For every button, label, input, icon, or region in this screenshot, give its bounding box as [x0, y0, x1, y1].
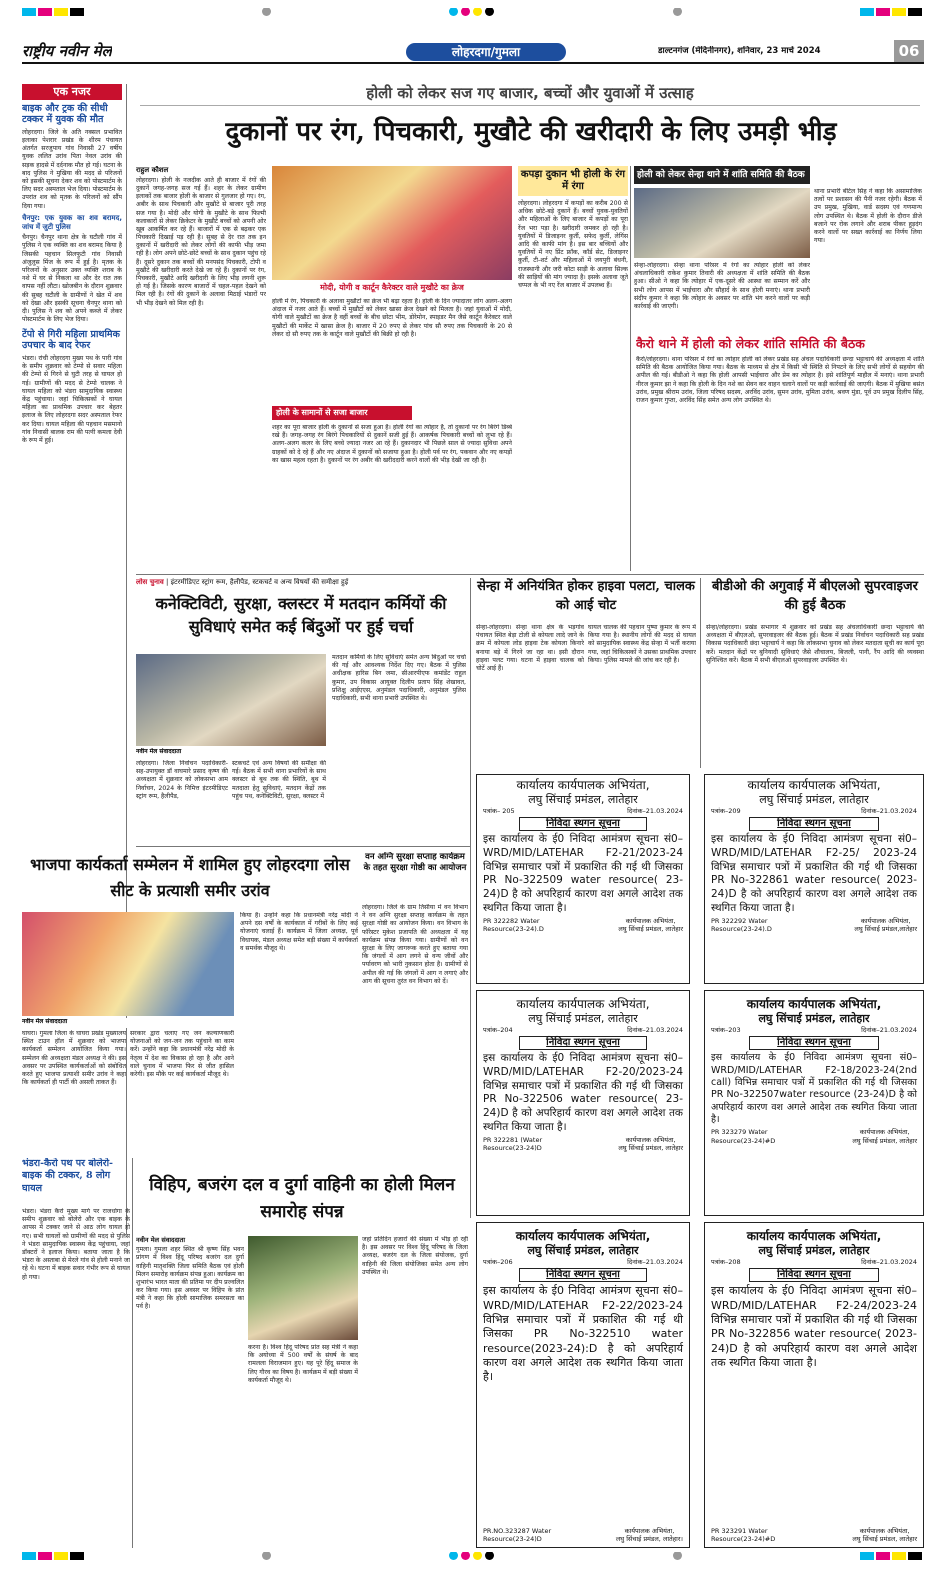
photo-senha-meeting	[634, 188, 810, 258]
tender-4-sign1: कार्यपालक अभियंता,	[859, 1128, 910, 1137]
vhp-body3: जहां प्रतिदिन हजारों की संख्या में भीड़ हो रही है। इस अवसर पर विश्व हिंदू परिषद के जिला अध्यक्ष, बजरंग दल के जिला संयोजक, दुर्गा वाहिनी की जिला संयोजिका समेत अन्य लोग उपस्थित थे।	[362, 1236, 468, 1276]
tender-2-sign1: कार्यपालक अभियंता,	[860, 917, 911, 926]
tender-notice-4	[704, 990, 924, 1216]
paper-name: राष्ट्रीय नवीन मेल	[22, 42, 112, 60]
tender-notice-1	[476, 774, 690, 984]
vhp-body2: करना है। विश्व हिंदू परिषद प्रांत सह मंत्री ने कहा कि अयोध्या में 500 वर्षों के संघर्ष के बाद रामलला विराजमान हुए। यह पूरे हिंदू समाज के लिए गौरव का विषय है। कार्यक्रम में बड़ी संख्या में कार्यकर्ता मौजूद थे।	[248, 1344, 358, 1384]
tender-6-body: इस कार्यालय के ई0 निविदा आमंत्रण सूचना सं0–WRD/MID/LATEHAR F2-24/2023-24 विभिन्न समाचार पत्रों में प्रकाशित की गई थी जिसका PR No-322856 water resource( 2023-24)D है को अपरिहार्य कारण वश अगले आदेश तक स्थगित किया जाता है।	[711, 1284, 917, 1369]
tender-3-sign2: लघु सिंचाई प्रमंडल, लातेहार	[618, 1144, 683, 1153]
tender-2-pr: PR 322292 Water Resource(23-24).D	[711, 917, 772, 934]
tender-2-division: लघु सिंचाई प्रमंडल, लातेहार	[759, 793, 869, 806]
tender-notice-3	[476, 990, 690, 1216]
tender-5-division: लघु सिंचाई प्रमंडल, लातेहार	[527, 1244, 639, 1257]
tender-4-patrank: पत्रांक–203	[711, 1025, 741, 1034]
ek-nazar-heading: एक नजर	[22, 84, 122, 100]
tender-1-body: इस कार्यालय के ई0 निविदा आमंत्रण सूचना सं0–WRD/MID/LATEHAR F2-21/2023-24 विभिन्न समाचार पत्रों में प्रकाशित की गई थी जिसका PR No-322509 water resource( 23-24)D है को अपरिहार्य कारण वश अगले आदेश तक स्थगित किया जाता है।	[483, 833, 683, 914]
top-story-col1	[136, 166, 266, 571]
tender-4-pr: PR 323279 Water Resource(23-24)#D	[711, 1128, 776, 1145]
tender-2-sign2: लघु सिंचाई प्रमंडल,लातेहार	[854, 925, 917, 934]
tender-5-sign1: कार्यपालक अभियंता,	[624, 1526, 675, 1535]
ek-nazar-item3-body: भंडरा। रांची लोहरदगा मुख्य पथ के पारी गांव के समीप शुक्रवार को टेम्पो से सवार महिला की टेम्पो से गिरने से घुटी तरह से घायल हो गई। ग्रामीणों की मदद से टेम्पो चालक ने घायल महिला को भंडरा सामुदायिक स्वास्थ्य केंद्र पहुंचाया। जहां चिकित्सकों ने घायल महिला का प्राथमिक उपचार कर बेहतर इलाज के लिए लोहरदगा सदर अस्पताल रेफर कर दिया। घायल महिला की पहचान मसमानो गांव निवासी बालक राम की पत्नी कमला देवी के रूप में हुई।	[22, 355, 122, 444]
print-registration-bar-bottom	[22, 1552, 924, 1562]
kapda-body: लोहरदगा। लोहरदगा में कपड़ों का करीब 200 से अधिक छोटे-बड़े दुकानें हैं। बच्चों युवक-युवतियों और महिलाओं के लिए बाजार में कपड़ों का पूरा रेंज भरा पड़ा है। खरीदारी जमकर हो रही है। युवतियों में डिजाइनर कुर्ती, सफेद कुर्ती, लेगिंस आदि की काफी मांग है। इस बार बच्चियों और युवतियों में नए प्रिंट फ्रॉक, कॉर्ड सेट, डिजाइनर कुर्ती, टी-शर्ट और महिलाओं में जयपुरी बंधनी, राजस्थानी और जरी कोटा साड़ी के अलावा सिल्क की साड़ियों की मांग ज्यादा है। इसके अलावा जूते चप्पल के भी नए रेंज बाजार में उपलब्ध हैं।	[518, 200, 628, 289]
photo-holi-shop	[272, 166, 512, 280]
tender-4-title: निविदा स्थगन सूचना	[749, 1036, 880, 1051]
tender-1-date: दिनांक–21.03.2024	[627, 806, 683, 815]
tender-2-title: निविदा स्थगन सूचना	[749, 817, 880, 832]
top-story-col3-text: शहर का पूरा बाजार होली के दुकानों से सजा हुआ है। होली रंगों का त्योहार है, तो दुकानों पर रंग बिरंगे डिब्बे रखे हैं। जगह-जगह रंग बिरंगे पिचकारियों से दुकानें सजी हुई हैं। आकर्षक पिचकारी बच्चों को लुभा रहे हैं। अलग-अलग कलर के लिए बच्चे ज्यादा नजर आ रहे हैं। दुकानदार भी पिछले साल से ज्यादा सुविधा अपने ग्राहकों को दे रहे हैं और नए अंदाज में दुकानों को सजाया हुआ है। होली पर्व पर रंग, पकवान और नए कपड़ों का खास महत्व रहता है। दुकानों पर रंग अबीर की खरीददारी करने वालों की भीड़ देखी जा रही है।	[272, 424, 512, 464]
tender-2-date: दिनांक–21.03.2024	[861, 806, 917, 815]
bhandra-headline: भंडरा-कैरो पथ पर बोलेरो-बाइक की टक्कर, 8 लोग घायल	[22, 1158, 113, 1194]
kairo-peace-headline: कैरो थाने में होली को लेकर शांति समिति की बैठक	[636, 336, 865, 351]
vhp-body1: गुमला। गुमला शहर स्थित श्री कृष्ण सिंह भवन प्रांगण में विश्व हिंदू परिषद बजरंग दल दुर्गा वाहिनी मातृशक्ति जिला समिति बैठक एवं होली मिलन समारोह कार्यक्रम संपन्न हुआ। कार्यक्रम का शुभारंभ भारत माता की प्रतिमा पर दीप प्रज्वलित कर किया गया। इस अवसर पर विहिप के प्रांत मंत्री ने कहा कि होली सामाजिक समरसता का पर्व है।	[136, 1246, 244, 1311]
tender-3-body: इस कार्यालय के ई0 निविदा आमंत्रण सूचना सं0–WRD/MID/LATEHAR F2-20/2023-24 विभिन्न समाचार पत्रों में प्रकाशित की गई थी जिसका PR No-322506 water resource( 23-24)D है को अपरिहार्य कारण वश अगले आदेश तक स्थगित किया जाता है।	[483, 1052, 683, 1133]
tender-4-sign2: लघु सिंचाई प्रमंडल, लातेहार	[852, 1136, 917, 1145]
tender-1-pr: PR 322282 Water Resource(23-24).D	[483, 917, 544, 934]
page-number: 06	[894, 40, 924, 62]
tender-5-pr: PR.NO.323287 Water Resource(23-24)D	[483, 1526, 552, 1543]
tender-3-pr: PR 322281 (Water Resource(23-24)D	[483, 1136, 543, 1153]
tender-3-date: दिनांक–21.03.2024	[627, 1025, 683, 1034]
photo1-caption: मोदी, योगी व कार्टून कैरेक्टर वाले मुखौटे का क्रेज	[272, 281, 512, 294]
photo-election-meeting	[136, 654, 326, 746]
election-kicker: लोस चुनाव | इंटरमीडिएट स्ट्रांग रूम, हैलीपैड, स्टकचर्ट व अन्य विषयों की समीक्षा हुई	[136, 578, 349, 586]
tender-6-sign2: लघु सिंचाई प्रमंडल, लातेहार	[852, 1534, 917, 1543]
tender-1-division: लघु सिंचाई प्रमंडल, लातेहार	[528, 793, 638, 806]
tender-5-sign2: लघु सिंचाई प्रमंडल, लातेहार।	[615, 1534, 683, 1543]
masthead	[22, 40, 924, 64]
subhead-holi-market: होली के सामानों से सजा बाजार	[272, 406, 412, 420]
tender-6-patrank: पत्रांक–208	[711, 1257, 741, 1266]
ek-nazar-item1-title: बाइक और ट्रक की सीधी टक्कर में युवक की मौत	[22, 103, 108, 125]
photo-vhp-milan	[248, 1236, 358, 1340]
vhp-col1	[136, 1236, 244, 1546]
top-story-headline: दुकानों पर रंग, पिचकारी, मुखौटे की खरीदारी के लिए उमड़ी भीड़	[225, 117, 837, 147]
election-headline: कनेक्टिविटी, सुरक्षा, क्लस्टर में मतदान कर्मियों की सुविधाएं समेत कई बिंदुओं पर हुई चर्चा	[155, 594, 447, 637]
tender-1-office: कार्यालय कार्यपालक अभियंता,	[516, 778, 650, 792]
ek-nazar-item2-body: चैनपुर। चैनपुर थाना क्षेत्र के घटौली गांव में पुलिस ने एक व्यक्ति का शव बरामद किया है जिसकी पहचान सिलफुटी गांव निवासी अंजुलुस मिंज के रूप में हुई है। मृतक के परिजनों के अनुसार उक्त व्यक्ति शराब के नशे में घर से निकला था और देर रात तक वापस नहीं लौटा। खोजबीन के दौरान शुक्रवार की सुबह घटौली के ग्रामीणों ने खेत में शव को देखा और इसकी सूचना चैनपुर थाना को दी। पुलिस ने शव को अपने कब्जे में लेकर पोस्टमार्टम के लिए भेज दिया।	[22, 234, 122, 324]
tender-4-office: कार्यालय कार्यपालक अभियंता,	[746, 997, 882, 1011]
kapda-story	[518, 166, 628, 571]
tender-6-title: निविदा स्थगन सूचना	[749, 1268, 880, 1283]
tender-1-sign1: कार्यपालक अभियंता,	[625, 917, 676, 926]
tender-5-office: कार्यालय कार्यपालक अभियंता,	[515, 1229, 651, 1243]
tender-5-patrank: पत्रांक–206	[483, 1257, 513, 1266]
tender-6-division: लघु सिंचाई प्रमंडल, लातेहार	[758, 1244, 870, 1257]
tender-1-title: निविदा स्थगन सूचना	[519, 817, 646, 832]
election-photo-caption: नवीन मेल संवाददाता	[136, 748, 326, 758]
kapda-headline: कपड़ा दुकान भी होली के रंग में रंगा	[518, 166, 628, 196]
senha-peace-body2: थाना प्रभारी बेटिल सिंह ने कहा कि असामाजिक तत्वों पर प्रशासन की पैनी नजर रहेगी। बैठक में उप प्रमुख, मुखिया, वार्ड सदस्य एवं गणमान्य लोग उपस्थित थे। बैठक में होली के दौरान डीजे बजाने पर रोक लगाने और शराब पीकर हुड़दंग करने वालों पर सख्त कार्रवाई का निर्णय लिया गया।	[814, 188, 922, 245]
tender-3-office: कार्यालय कार्यपालक अभियंता,	[516, 997, 650, 1011]
senha-peace-headline: होली को लेकर सेन्हा थाने में शांति समिति की बैठक	[634, 166, 810, 184]
senha-peace-body1: सेन्हा-लोहरदगा। सेन्हा थाना परिसर में रंगों का त्योहार होली को लेकर अंचलाधिकारी राकेश कुमार तिवारी की अध्यक्षता में शांति समिति की बैठक हुआ। सीओ ने कहा कि त्योहार में एक-दूसरे की आस्था का सम्मान करें और सभी लोग आपस में भाईचारा और सौहार्द के साथ होली मनाएं। थाना प्रभारी संदीप कुमार ने कहा कि त्योहार के अवसर पर शांति भंग करने वालों पर कड़ी कार्रवाई की जाएगी।	[634, 262, 810, 310]
top-story-col2-text: होली में रंग, पिचकारी के अलावा मुखौटों का क्रेज भी बढ़ा रहता है। होली के दिन ज्यादातर लोग अलग-अलग अंदाज में नजर आते हैं। बच्चों में मुखौटों को लेकर खासा क्रेज देखने को मिलता है। जहां युवाओं में मोदी, योगी वाले मुखौटों का क्रेज है वहीं बच्चों के बीच छोटा भीम, डोरेमोन, स्पाइडर मैन जैसे कार्टून कैरेक्टर वाले मुखौटों की मार्केट में खासा क्रेज है। बाजार में 20 रुपए से लेकर पांच सौ रुपए तक पिचकारी के 20 से लेकर दो सौ रुपए तक के कार्टून वाले मुखौटों की बिक्री हो रही है।	[272, 298, 512, 338]
election-kicker-text: इंटरमीडिएट स्ट्रांग रूम, हैलीपैड, स्टकचर्ट व अन्य विषयों की समीक्षा हुई	[170, 578, 349, 586]
tender-6-date: दिनांक–21.03.2024	[861, 1257, 917, 1266]
tender-6-pr: PR 323291 Water Resource(23-24)#D	[711, 1526, 776, 1543]
election-kicker-label: लोस चुनाव	[136, 578, 164, 586]
ek-nazar-item2-lead: चैनपुर: एक युवक का शव बरामद, जांच में जुटी पुलिस	[22, 213, 122, 231]
tender-6-office: कार्यालय कार्यपालक अभियंता,	[746, 1229, 882, 1243]
senha-highway-body1: सेन्हा-लोहरदगा। सेन्हा थाना क्षेत्र के भड़गांव पंचायत स्थित बेड़ा टोली से कोयला लादे जाने के क्रम में कोयला लोड हाइवा टेक कोयला किनारे बनाया बड़े में गिरने जा रहा था। इसी दौरान हाइवा पलट गया। घटना में हाइवा चालक को चोटें आई हैं।	[476, 624, 584, 672]
vhp-byline: नवीन मेल संवाददाता	[136, 1236, 185, 1244]
tender-4-division: लघु सिंचाई प्रमंडल, लातेहार	[758, 1012, 870, 1025]
tender-2-patrank: पत्रांक–209	[711, 806, 741, 815]
election-body3: मतदान कर्मियों के लिए सुविधाएं समेत अन्य बिंदुओं पर चर्चा की गई और आवश्यक निर्देश दिए गए। बैठक में पुलिस अधीक्षक हारिस बिन जमा, सीआरपीएफ कमांडेंट राहुल कुमार, उप विकास आयुक्त दिलीप प्रताप सिंह शेखावत, प्रशिक्षु आईएएस, अनुमंडल पदाधिकारी, अनुमंडल पुलिस पदाधिकारी, सभी थाना प्रभारी उपस्थित थे।	[332, 654, 466, 702]
bjp-body3: किया है। उन्होंने कहा कि प्रधानमंत्री नरेंद्र मोदी ने अपने दस वर्षों के कार्यकाल में गरीबों के लिए कई योजनाएं चलाई हैं। कार्यक्रम में जिला अध्यक्ष, पूर्व विधायक, मंडल अध्यक्ष समेत बड़ी संख्या में कार्यकर्ता व समर्थक मौजूद थे।	[240, 912, 358, 952]
senha-highway-headline: सेन्हा में अनियंत्रित होकर हाइवा पलटा, चालक को आई चोट	[477, 579, 695, 613]
tender-2-body: इस कार्यालय के ई0 निविदा आमंत्रण सूचना सं0–WRD/MID/LATEHAR F2-25/ 2023-24 विभिन्न समाचार पत्रों में प्रकाशित की गई थी जिसका PR No-322861 water resource( 2023-24)D है को अपरिहार्य कारण वश अगले आदेश तक स्थगित किया जाता है।	[711, 833, 917, 914]
tender-4-date: दिनांक–21.03.2024	[861, 1025, 917, 1034]
bdo-body: सेन्हा/लोहरदगा। प्रखंड सभागार में शुक्रवार को प्रखंड सह अंचलाधिकारी छन्दा भट्टाचार्य की अध्यक्षता में बीएलओ, सुपरवाइजर की बैठक हुई। बैठक में प्रखंड निर्वाचन पदाधिकारी सह प्रखंड विकास पदाधिकारी छंदा भट्टाचार्य ने कहा कि लोकसभा चुनाव को लेकर मतदाता सूची का कार्य पूरा करें। मतदान केंद्रों पर बुनियादी सुविधाएं जैसे शौचालय, बिजली, पानी, रैंप आदि की व्यवस्था सुनिश्चित करें। बैठक में सभी बीएलओ सुपरवाइजर उपस्थित थे।	[706, 624, 924, 664]
van-agni-headline: वन अग्नि सुरक्षा सप्ताह कार्यक्रम के तहत सुरक्षा गोष्ठी का आयोजन	[363, 852, 467, 874]
election-body2: स्टकचर्ट एवं अन्य विषयों की समीक्षा की गई। बैठक में सभी थाना प्रभारियों के साथ क्लस्टर से बूथ तक की स्थिति, बूथ में मतदाता हेतु सुविधाएं, मतदान केंद्रों तक पहुंच पथ, कनेक्टिविटी, सुरक्षा, क्लस्टर में	[232, 760, 326, 800]
senha-highway-body2: घायल चालक की पहचान पुष्पा कुमार के रूप में किया गया है। स्थानीय लोगों की मदद से घायल को सामुदायिक स्वास्थ्य केंद्र सेन्हा में भर्ती कराया गया, जहां चिकित्सकों ने उसका प्राथमिक उपचार किया। पुलिस मामले की जांच कर रही है।	[588, 624, 696, 664]
bhandra-body: भंडरा। भंडरा कैरो मुख्य मार्ग पर राजधोगा के समीप शुक्रवार को बोलेरो और एक बाइक के आपस में टक्कर जाने से आठ लोग घायल हो गए। सभी घायलों को ग्रामीणों की मदद से पुलिस ने भंडरा सामुदायिक स्वास्थ्य केंद्र पहुंचाया, जहां डॉक्टरों ने इलाज किया। बताया जाता है कि भंडरा के अस्ताबा से मेरले गांव से होली मनाने जा रहे थे। घटना में बाइक सवार गंभीर रूप से घायल हो गया।	[22, 1208, 130, 1281]
tender-1-patrank: पत्रांक– 205	[483, 806, 515, 815]
tender-5-date: दिनांक–21.03.2024	[627, 1257, 683, 1266]
tender-notice-6	[704, 1222, 924, 1548]
tender-6-sign1: कार्यपालक अभियंता,	[859, 1526, 910, 1535]
print-registration-bar-top	[22, 8, 924, 18]
tender-5-body: इस कार्यालय के ई0 निविदा आमंत्रण सूचना सं0–WRD/MID/LATEHAR F2-22/2023-24 विभिन्न समाचार पत्रों में प्रकाशित की गई थी जिसका PR No-322510 water resource(2023-24):D है को अपरिहार्य कारण वश अगले आदेश तक स्थगित किया जाता है।	[483, 1284, 683, 1384]
top-story-byline: राहुल कौशल	[136, 166, 169, 174]
tender-3-patrank: पत्रांक–204	[483, 1025, 513, 1034]
tender-4-body: इस कार्यालय के ई0 निविदा आमंत्रण सूचना सं0–WRD/MID/LATEHAR F2-18/2023-24(2nd call) विभिन्न समाचार पत्रों में प्रकाशित की गई थी जिसका PR No-322507water resource (23-24)D है को अपरिहार्य कारण वश अगले आदेश तक स्थगित किया जाता है।	[711, 1052, 917, 1126]
tender-1-sign2: लघु सिंचाई प्रमंडल, लातेहार	[618, 925, 683, 934]
vhp-headline: विहिप, बजरंग दल व दुर्गा वाहिनी का होली मिलन समारोह संपन्न	[149, 1175, 455, 1223]
top-story-col1-text: लोहरदगा। होली के नजदीक आते ही बाजार में रंगों की दुकानें जगह-जगह सज गई हैं। शहर के लेकर ग्रामीण इलाकों तक बाजार होली के बाजार से गुलजार हो गए। रंग, अबीर के साथ पिचकारी और मुखौटे से बाजार पूरी तरह सज गया है। मोदी और योगी के मुखौटे के साथ फिल्मी कलाकारों से लेकर क्रिकेटर के मुखौटे बच्चों को अपनी ओर खूब आकर्षित कर रहे हैं। बाजारों में एक से बढ़कर एक पिचकारी दिखाई पड़ रही है। सुबह से देर रात तक इन दुकानों में खरीदारी को लेकर लोगों की काफी भीड़ जमा रही है। लोग अपने छोटे-छोटे बच्चों के साथ दुकान पहुंच रहे हैं। दूसरे दुकान तक बच्चों की मनपसंद पिचकारी, टोपी व मुखौटे की खरीदारी करते देखे जा रहे हैं। दुकानों पर रंग, पिचकारी, मुखौटे आदि खरीदारी के लिए भीड़ लगनी शुरू हो गई है। जिसके कारण बाजारों में चहल-पहल देखने को मिल रही है। रंगों की दुकानें के अलावा मिठाई भंडारों पर भी भीड़ देखने को मिल रही है।	[136, 176, 266, 307]
bjp-body1: घाघरा। गुमला जिला के घाघरा प्रखंड मुख्यालय स्थित टाउन हॉल में शुक्रवार को भाजपा कार्यकर्ता सम्मेलन आयोजित किया गया। सम्मेलन की अध्यक्षता मंडल अध्यक्ष ने की। इस अवसर पर उपस्थित कार्यकर्ताओं को संबोधित करते हुए भाजपा प्रत्याशी समीर उरांव ने कहा कि कार्यकर्ता ही पार्टी की असली ताकत हैं।	[22, 1030, 126, 1087]
bdo-headline: बीडीओ की अगुवाई में बीएलओ सुपरवाइजर की हुई बैठक	[712, 579, 918, 613]
tender-3-division: लघु सिंचाई प्रमंडल, लातेहार	[528, 1012, 638, 1025]
tender-5-title: निविदा स्थगन सूचना	[519, 1268, 646, 1283]
election-body1: लोहरदगा। जिला निर्वाचन पदाधिकारी-सह-उपायुक्त डॉ वाघमारे प्रसाद कृष्ण की अध्यक्षता में शुक्रवार को लोकसभा आम निर्वाचन, 2024 के निमित्त इंटरमीडिएट स्ट्रांग रूम, हैलीपैड,	[136, 760, 228, 800]
dateline: डाल्टनगंज (मेदिनीनगर), शनिवार, 23 मार्च 2024	[658, 46, 821, 56]
bjp-photo-caption: नवीन मेल संवाददाता	[22, 1018, 234, 1028]
van-agni-body: लोहरदगा। जिले के ग्राम तिसीया में वन विभाग ने वन अग्नि सुरक्षा सप्ताह कार्यक्रम के तहत सुरक्षा गोष्ठी का आयोजन किया। वन विभाग के फॉरेस्टर मुकेश प्रजापति की अध्यक्षता में यह कार्यक्रम संपन्न किया गया। ग्रामीणों को वन सुरक्षा के लिए जागरूक करते हुए बताया गया कि जंगलों में आग लगने से वन्य जीवों और पर्यावरण को भारी नुकसान होता है। ग्रामीणों से अपील की गई कि जंगलों में आग न लगाएं और आग की सूचना तुरंत वन विभाग को दें।	[362, 904, 468, 985]
tender-2-office: कार्यालय कार्यपालक अभियंता,	[747, 778, 881, 792]
ek-nazar-item3-title: टेंपो से गिरी महिला प्राथमिक उपचार के बाद रेफर	[22, 329, 120, 352]
section-label: लोहरदगा/गुमला	[406, 43, 566, 61]
ek-nazar-item1-body: लोहरदगा। जिले के अति नक्सल प्रभावित इलाका पेशरार प्रखंड के शीरम पंचायत अंतर्गत सरजुपाय गांव निवासी 27 वर्षीय युवक ललित उरांव पिता नेवल उरांव की सड़क हादसे में दर्दनाक मौत हो गई। घटना के बाद पुलिस ने मुखिया की मदद से परिजनों को इसकी सूचना देकर शव को पोस्टमार्टम के लिए सदर अस्पताल भेज दिया। पोस्टमार्टम के उपरांत शव को मृतक के परिजनों को सौंप दिया गया।	[22, 128, 122, 210]
tender-notice-2	[704, 774, 924, 984]
top-story-kicker: होली को लेकर सज गए बाजार, बच्चों और युवाओं में उत्साह	[140, 84, 920, 106]
tender-notice-5	[476, 1222, 690, 1548]
tender-3-title: निविदा स्थगन सूचना	[519, 1036, 646, 1051]
tender-3-sign1: कार्यपालक अभियंता,	[625, 1136, 676, 1145]
photo-bjp-sammelan	[22, 912, 234, 1016]
bjp-headline: भाजपा कार्यकर्ता सम्मेलन में शामिल हुए लोहरदगा लोस सीट के प्रत्याशी समीर उरांव	[30, 855, 350, 900]
bjp-body2: सरकार द्वारा चलाए गए जन कल्याणकारी योजनाओं को जन-जन तक पहुंचाने का काम करें। उन्होंने कहा कि प्रधानमंत्री नरेंद्र मोदी के नेतृत्व में देश का विकास हो रहा है और आने वाले चुनाव में भाजपा फिर से जीत हासिल करेगी। इस मौके पर कई कार्यकर्ता मौजूद थे।	[130, 1030, 234, 1078]
kairo-peace-body: कैरो/लोहरदगा। थाना परिसर में रंगों का त्योहार होली को लेकर प्रखंड सह अंचल पदाधिकारी छन्दा भट्टाचार्य की अध्यक्षता में शांति समिति की बैठक आयोजित किया गया। बैठक के माध्यम से क्षेत्र में किसी भी स्थिति से निपटने के लिए सभी लोगों से सहयोग की अपील की गई। बीडीओ ने कहा कि होली आपसी भाईचारा और प्रेम का त्योहार है। इसे शांतिपूर्ण माहौल में मनाएं। थाना प्रभारी नीरज कुमार झा ने कहा कि होली के दिन नशे का सेवन कर वाहन चलाने वालों पर कड़ी कार्रवाई की जाएगी। बैठक में मुखिया बसंत उरांव, प्रमुख श्रीराम उरांव, जिला परिषद सदस्य, अरविंद उरांव, सुमन उरांव, मुमिता उरांव, श्रवण मुंडा, पूर्व उप प्रमुख दिलीप सिंह, राजन कुमार गुप्ता, अरविंद सिंह समेत अन्य लोग उपस्थित थे।	[636, 356, 924, 404]
